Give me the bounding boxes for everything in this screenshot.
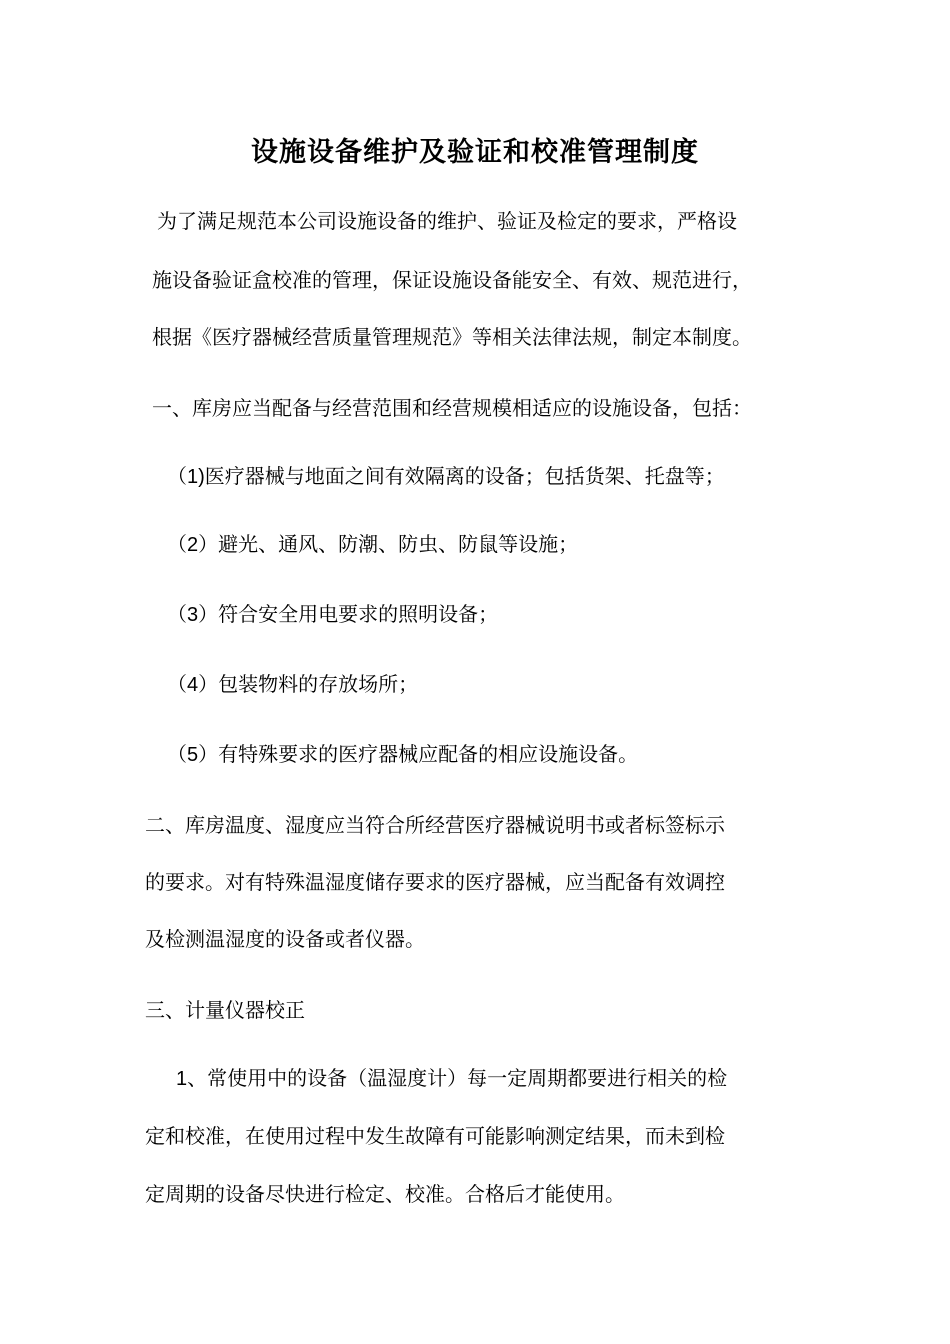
intro-line-3: 根据《医疗器械经营质量管理规范》等相关法律法规，制定本制度。 — [152, 325, 752, 349]
section2-line-2: 的要求。对有特殊温湿度储存要求的医疗器械，应当配备有效调控 — [145, 870, 725, 894]
item-number: 1 — [176, 1068, 188, 1090]
section3-item1-line-2: 定和校准，在使用过程中发生故障有可能影响测定结果，而未到检 — [145, 1124, 725, 1148]
section3-heading: 三、计量仪器校正 — [145, 998, 305, 1022]
section1-item-5 — [167, 739, 638, 770]
document-title: 设施设备维护及验证和校准管理制度 — [251, 137, 699, 168]
section2-line-1: 二、库房温度、湿度应当符合所经营医疗器械说明书或者标签标示 — [145, 813, 725, 837]
item-text: 包装物料的存放场所； — [218, 672, 419, 696]
section3-item1-line-3: 定周期的设备尽快进行检定、校准。合格后才能使用。 — [145, 1182, 625, 1206]
item-number: （1) — [167, 466, 205, 488]
item-text: 、常使用中的设备（温湿度计）每一定周期都要进行相关的检 — [187, 1066, 728, 1090]
item-number: （3） — [167, 604, 219, 626]
item-text: 符合安全用电要求的照明设备； — [218, 602, 499, 626]
intro-line-2: 施设备验证盒校准的管理，保证设施设备能安全、有效、规范进行， — [152, 268, 752, 292]
item-text: 有特殊要求的医疗器械应配备的相应设施设备。 — [218, 742, 639, 766]
item-text: 避光、通风、防潮、防虫、防鼠等设施； — [218, 532, 579, 556]
item-text: 医疗器械与地面之间有效隔离的设备；包括货架、托盘等； — [204, 464, 725, 488]
section1-item-4 — [167, 669, 418, 700]
section3-item1-line-1 — [176, 1063, 727, 1094]
intro-line-1: 为了满足规范本公司设施设备的维护、验证及检定的要求，严格设 — [157, 209, 737, 233]
section1-item-1 — [167, 461, 725, 492]
section1-item-3 — [167, 599, 498, 630]
section1-item-2 — [167, 529, 578, 560]
section2-line-3: 及检测温湿度的设备或者仪器。 — [145, 927, 425, 951]
section1-heading: 一、库房应当配备与经营范围和经营规模相适应的设施设备，包括： — [152, 396, 752, 420]
item-number: （4） — [167, 674, 219, 696]
item-number: （2） — [167, 534, 219, 556]
item-number: （5） — [167, 744, 219, 766]
